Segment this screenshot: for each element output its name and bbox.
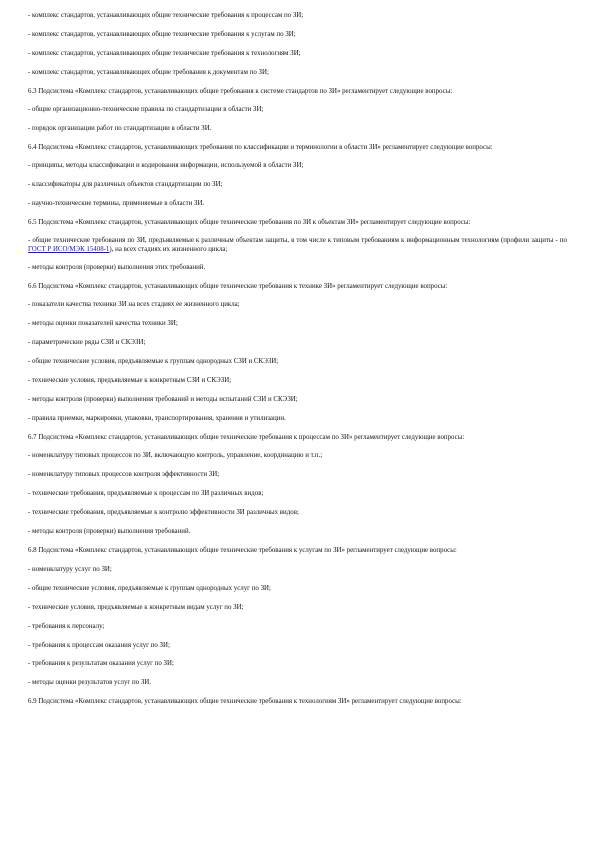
section-paragraph [28,434,567,443]
list-item [28,162,567,171]
paragraph-text: - методы контроля (проверки) выполнения требований. [28,528,191,536]
paragraph-text: - технические условия, предъявляемые к конкретным СЗИ и СКЭЗИ; [28,377,232,385]
paragraph-text: - общие технические требования по ЗИ, предъявляемые к различным объектам защиты, в том числе к типовым требованиям к информационным технологиям (профили защиты - по [28,237,567,245]
paragraph-text: - технические условия, предъявляемые к конкретным видам услуг по ЗИ; [28,603,244,611]
paragraph-text: - технические требования, предъявляемые к контролю эффективности ЗИ различных видов; [28,509,299,517]
list-item [28,200,567,209]
section-paragraph [28,144,567,153]
paragraph-text: 6.7 Подсистема «Комплекс стандартов, устанавливающих общие технические требования к процессам по ЗИ» регламентирует следующие вопросы: [28,434,465,442]
paragraph-text: - методы оценки результатов услуг по ЗИ. [28,679,151,687]
paragraph-text: - порядок организации работ по стандартизации в области ЗИ. [28,125,212,133]
gost-reference-link[interactable]: ГОСТ Р ИСО/МЭК 15408-1 [28,246,110,254]
paragraph-text: - общие технические условия, предъявляемые к группам однородных услуг по ЗИ; [28,584,271,592]
list-item [28,339,567,348]
list-item [28,471,567,480]
list-item [28,509,567,518]
paragraph-text: - комплекс стандартов, устанавливающих общие технические требования к услугам по ЗИ; [28,30,296,38]
paragraph-text: 6.9 Подсистема «Комплекс стандартов, устанавливающих общие технические требования к технологиям ЗИ» регламентирует следующие вопросы: [28,698,462,706]
paragraph-text: 6.4 Подсистема «Комплекс стандартов, устанавливающих требования по классификации и терминологии в области ЗИ» регламентирует следующие вопросы: [28,144,493,152]
list-item [28,301,567,310]
paragraph-text: 6.8 Подсистема «Комплекс стандартов, устанавливающих общие технические требования к услугам по ЗИ» регламентирует следующие вопросы: [28,547,457,555]
paragraph-text: ), на всех стадиях их жизненного цикла; [109,246,228,254]
list-item [28,679,567,688]
paragraph-text: - правила приемки, маркировки, упаковки, транспортирования, хранения и утилизации. [28,415,286,423]
paragraph-text: - общие технические условия, предъявляемые к группам однородных СЗИ и СКЭЗИ; [28,358,279,366]
paragraph-text: - требования к процессам оказания услуг по ЗИ; [28,641,170,649]
paragraph-text: - показатели качества техники ЗИ на всех стадиях ее жизненного цикла; [28,301,240,309]
list-item [28,566,567,575]
section-paragraph [28,547,567,556]
paragraph-text: - методы оценки показателей качества техники ЗИ; [28,320,178,328]
paragraph-text: - классификаторы для различных объектов стандартизации по ЗИ; [28,181,223,189]
list-item [28,50,567,59]
list-item [28,660,567,669]
list-item [28,604,567,613]
paragraph-text: - требования к персоналу; [28,622,105,630]
paragraph-text: - методы контроля (проверки) выполнения этих требований. [28,264,206,272]
list-item [28,181,567,190]
list-item [28,642,567,651]
paragraph-text: - научно-технические термины, применяемые в области ЗИ. [28,200,205,208]
paragraph-text: - параметрические ряды СЗИ и СКЭЗИ; [28,339,146,347]
list-item [28,377,567,386]
paragraph-text: - номенклатуру типовых процессов по ЗИ, включающую контроль, управление, координацию и т.п.; [28,452,323,460]
paragraph-text: - номенклатуру типовых процессов контроля эффективности ЗИ; [28,471,220,479]
list-item [28,12,567,21]
list-item [28,396,567,405]
paragraph-text: - общие организационно-технические правила по стандартизации в области ЗИ; [28,106,264,114]
list-item [28,415,567,424]
list-item [28,106,567,115]
paragraph-text: - технические требования, предъявляемые к процессам по ЗИ различных видов; [28,490,264,498]
paragraph-text: 6.3 Подсистема «Комплекс стандартов, устанавливающих общие требования к системе стандартов по ЗИ» регламентирует следующие вопросы: [28,87,453,95]
paragraph-text: - принципы, методы классификации и кодирования информации, используемой в области ЗИ; [28,162,304,170]
section-paragraph [28,219,567,228]
paragraph-text: - требования к результатам оказания услуг по ЗИ; [28,660,174,668]
list-item [28,623,567,632]
paragraph-text: - комплекс стандартов, устанавливающих общие технические требования к технологиям ЗИ; [28,49,301,57]
section-paragraph [28,88,567,97]
section-paragraph [28,698,567,707]
list-item [28,452,567,461]
paragraph-text: 6.5 Подсистема «Комплекс стандартов, устанавливающих общие технические требования по ЗИ к объектам ЗИ» регламентирует следующие вопросы: [28,219,471,227]
list-item [28,358,567,367]
list-item [28,125,567,134]
paragraph-text: - комплекс стандартов, устанавливающих общие технические требования к процессам по ЗИ; [28,12,304,19]
list-item [28,320,567,329]
list-item [28,264,567,273]
paragraph-text: 6.6 Подсистема «Комплекс стандартов, устанавливающих общие технические требования к технике ЗИ» регламентирует следующие вопросы: [28,283,448,291]
paragraph-text: - комплекс стандартов, устанавливающих общие требования к документам по ЗИ; [28,68,269,76]
list-item [28,237,567,254]
list-item [28,31,567,40]
list-item [28,69,567,78]
paragraph-text: - номенклатуру услуг по ЗИ; [28,565,112,573]
paragraph-text: - методы контроля (проверки) выполнения требований и методы испытаний СЗИ и СКЭЗИ; [28,396,298,404]
list-item [28,585,567,594]
section-paragraph [28,283,567,292]
list-item [28,490,567,499]
list-item [28,528,567,537]
